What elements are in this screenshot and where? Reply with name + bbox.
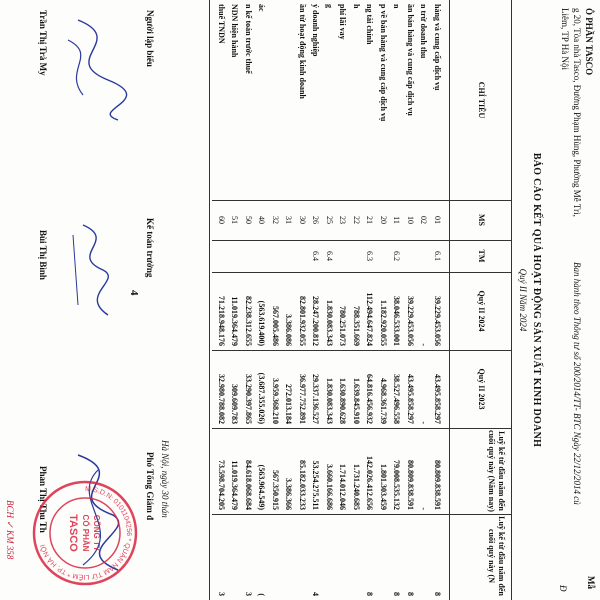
row-ytd-prev: 8 [406, 592, 415, 596]
row-tm: 6.4 [311, 251, 321, 261]
row-item-name: n kế toán trước thuế [244, 4, 253, 74]
row-q2-2023: 272.013.184 [284, 384, 294, 424]
stamp-line2: CỔ PHẦN [81, 514, 90, 552]
row-ytd: 142.026.412.656 [365, 456, 375, 510]
director-name: Phan Thị Thu Th [38, 466, 48, 533]
row-q2-2023: 32.980.788.082 [217, 374, 226, 424]
col-q2-2023-header: Quý II 2023 [477, 368, 486, 410]
row-ms: 01 [433, 216, 442, 224]
row-item-name: thuế TNDN [217, 4, 226, 44]
row-ytd-prev: 8 [365, 592, 375, 596]
row-ms: 30 [298, 216, 307, 224]
col-item-header: CHỈ TIÊU [477, 81, 486, 119]
row-ytd: 73.598.704.205 [217, 460, 226, 510]
row-ms: 31 [284, 216, 294, 224]
preparer-name: Trần Thị Trà My [38, 10, 48, 76]
director-title: Phó Tổng Giám đ [145, 452, 155, 521]
row-ytd-prev: 3 [217, 592, 226, 596]
row-item-name: h [352, 4, 361, 9]
row-ms: 10 [406, 216, 415, 224]
row-q2-2024: 39.229.453.056 [433, 296, 442, 346]
row-ms: 22 [352, 216, 361, 224]
row-ytd: 80.809.838.591 [433, 460, 442, 510]
row-ytd: 79.008.535.132 [392, 460, 402, 510]
stamp-graphic [30, 478, 140, 588]
accountant-name: Bùi Thị Bình [38, 230, 48, 280]
row-item-name: g [325, 4, 334, 8]
stamp-ring-text: M.S.D.N: 0101104256 * QUẬN NAM TỪ LIÊM * TP. HÀ NỘI [39, 485, 133, 581]
row-q2-2023: 3.959.368.210 [271, 378, 280, 424]
row-ytd: 85.182.033.233 [298, 460, 307, 510]
row-q2-2024: 788.351.669 [352, 306, 361, 346]
row-item-name: ần từ hoạt động kinh doanh [298, 4, 307, 99]
row-ytd: 3.386.366 [284, 478, 294, 510]
row-ms: 20 [379, 216, 388, 224]
row-q2-2024: 11.019.364.479 [230, 296, 240, 346]
row-ytd: 84.618.068.684 [244, 460, 253, 510]
row-q2-2023: 1.830.083.343 [325, 378, 334, 424]
company-address-line1: g 20, Tòa nhà Tasco, Đường Phạm Hùng, Phường Mễ Trì, [572, 8, 582, 217]
stamp-line1: CÔNG TY [92, 514, 101, 552]
row-q2-2023: - [419, 421, 429, 424]
company-name: Ô PHẦN TASCO [584, 8, 594, 76]
row-ytd: 567.350.915 [271, 470, 280, 510]
row-item-name: n [392, 4, 402, 9]
row-ms: 25 [325, 216, 334, 224]
row-q2-2023: (3.687.355.026) [257, 372, 267, 424]
row-item-name: ác [257, 4, 267, 12]
row-ms: 11 [392, 216, 402, 224]
row-q2-2023: 1.630.890.628 [338, 378, 348, 424]
row-q2-2024: 1.830.083.343 [325, 300, 334, 346]
row-q2-2023: 43.495.858.297 [406, 374, 415, 424]
col-tm-header: TM [477, 249, 486, 263]
row-item-name: n trừ doanh thu [419, 4, 429, 59]
row-ms: 02 [419, 216, 429, 224]
row-item-name: phí lãi vay [338, 4, 348, 40]
row-ytd-prev: 3 [244, 592, 253, 596]
row-ms: 21 [365, 216, 375, 224]
row-ytd: 1.731.240.685 [352, 464, 361, 510]
row-q2-2023: 29.337.136.527 [311, 374, 321, 424]
row-q2-2024: 82.238.312.655 [244, 296, 253, 346]
row-q2-2023: 1.639.845.910 [352, 378, 361, 424]
row-ms: 26 [311, 216, 321, 224]
row-ytd-prev: ( [257, 593, 267, 596]
row-ms: 32 [271, 216, 280, 224]
row-item-name: ần bán hàng và cung cấp dịch vụ [406, 4, 415, 116]
row-item-name: ý doanh nghiệp [311, 4, 321, 57]
col-ytd-header: Luỹ kế từ đầu năm đến cuối quý này (Năm nay) [487, 430, 506, 512]
row-q2-2024: 71.218.948.176 [217, 296, 226, 346]
row-ms: 40 [257, 216, 267, 224]
date-line: Hà Nội, ngày 30 thán [160, 440, 170, 518]
row-ytd: 80.809.838.591 [406, 460, 415, 510]
col-q2-2024-header: Quý II 2024 [477, 290, 486, 332]
row-ms: 23 [338, 216, 348, 224]
preparer-title: Người lập biểu [145, 10, 155, 67]
accountant-title: Kế toán trưởng [145, 218, 155, 278]
row-ytd: 11.019.364.479 [230, 460, 240, 510]
row-q2-2023: 43.495.858.297 [433, 374, 442, 424]
row-q2-2023: 4.968.361.739 [379, 378, 388, 424]
col-ms-header: MS [477, 214, 486, 226]
row-q2-2023: 36.977.752.891 [298, 374, 307, 424]
row-q2-2024: 3.386.086 [284, 314, 294, 346]
row-q2-2023: 38.527.496.558 [392, 374, 402, 424]
row-q2-2024: 28.247.200.812 [311, 296, 321, 346]
col-ytd-prev-header: Luỹ kế từ đầu năm đến cuối quý này (N [487, 516, 506, 596]
stamp-line3: TASCO [67, 514, 79, 552]
circular-reference: Ban hành theo Thông tư số 200/2014/TT- BTC Ngày 22/12/2014 củ [572, 262, 582, 505]
row-tm: 6.4 [325, 251, 334, 261]
row-ytd-prev: 8 [392, 592, 402, 596]
row-q2-2024: 780.251.073 [338, 306, 348, 346]
row-tm: 6.1 [433, 251, 442, 261]
row-ytd: 53.254.275.511 [311, 460, 321, 510]
row-ytd: 1.801.303.459 [379, 464, 388, 510]
margin-note: BCH ✓ KM 358 [5, 500, 15, 560]
form-code: Mẫ [586, 576, 596, 589]
row-tm: 6.3 [365, 251, 375, 261]
row-ytd: (563.964.549) [257, 464, 267, 510]
row-ytd-prev: 4 [311, 592, 321, 596]
row-item-name: hàng và cung cấp dịch vụ [433, 4, 442, 91]
accountant-signature [53, 215, 138, 325]
row-q2-2023: 33.290.397.865 [244, 374, 253, 424]
row-q2-2024: - [419, 343, 429, 346]
preparer-signature [53, 10, 138, 130]
row-tm: 6.2 [392, 251, 402, 261]
report-period: Quý II Năm 2024 [518, 268, 528, 332]
unit-hint: Đ [558, 585, 568, 592]
row-q2-2024: 38.046.533.001 [392, 296, 402, 346]
row-q2-2023: 309.609.783 [230, 384, 240, 424]
row-ms: 50 [244, 216, 253, 224]
row-item-name: p về bán hàng và cung cấp dịch vụ [379, 4, 388, 122]
row-q2-2023: 64.816.456.932 [365, 374, 375, 424]
row-ms: 51 [230, 216, 240, 224]
company-stamp [30, 478, 140, 588]
row-ytd: 1.714.012.046 [338, 464, 348, 510]
company-address-line2: Liêm, TP Hà Nội [560, 8, 570, 70]
row-item-name: ng tài chính [365, 4, 375, 45]
row-q2-2024: 112.494.647.824 [365, 292, 375, 346]
row-ytd: - [419, 507, 429, 510]
row-q2-2024: 82.801.932.055 [298, 296, 307, 346]
row-ytd: 3.660.166.686 [325, 464, 334, 510]
row-ytd-prev: 8 [433, 592, 442, 596]
page-number: 4 [128, 290, 140, 296]
row-ms: 60 [217, 216, 226, 224]
row-item-name: NDN hiện hành [230, 4, 240, 58]
row-q2-2024: 39.229.453.056 [406, 296, 415, 346]
row-q2-2024: (563.619.400) [257, 300, 267, 346]
report-title: BÁO CÁO KẾT QUẢ HOẠT ĐỘNG SẢN XUẤT KINH DOANH [531, 152, 542, 448]
row-q2-2024: 1.182.920.055 [379, 300, 388, 346]
row-q2-2024: 567.005.486 [271, 306, 280, 346]
